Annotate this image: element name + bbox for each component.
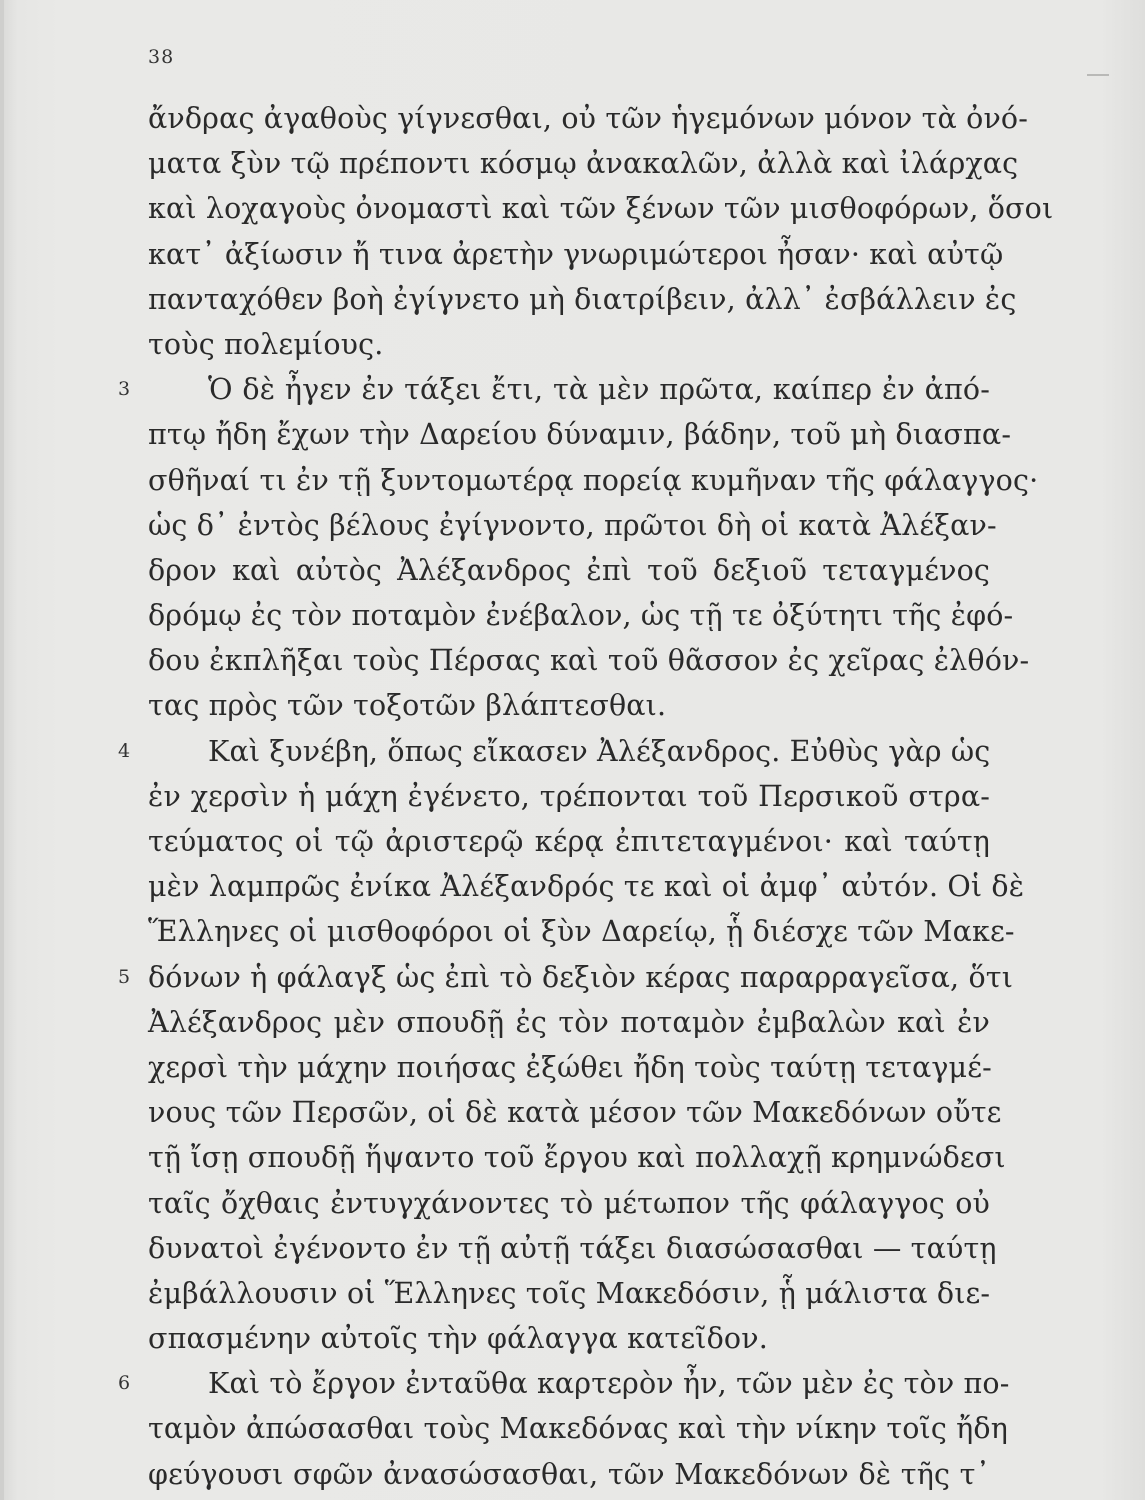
page-number: 38 [148, 46, 175, 68]
text-line: τῇ ἴσῃ σπουδῇ ἥψαντο τοῦ ἔργου καὶ πολλαχῇ κρημνώδεσι [148, 1141, 1006, 1175]
text-line: ὡς δ᾿ ἐντὸς βέλους ἐγίγνοντο, πρῶτοι δὴ οἱ κατὰ Ἀλέξαν- [148, 508, 997, 542]
text-line: τοὺς πολεμίους. [148, 327, 384, 361]
paragraph-start-4 [118, 729, 991, 774]
text-line: δου ἐκπλῆξαι τοὺς Πέρσας καὶ τοῦ θᾶσσον ἐς χεῖρας ἐλθόν- [148, 644, 1030, 678]
text-line: ταῖς ὄχθαις ἐντυγχάνοντες τὸ μέτωπον τῆς φάλαγγος οὐ [148, 1186, 990, 1220]
text-line: σθῆναί τι ἐν τῇ ξυντομωτέρᾳ πορείᾳ κυμῆναν τῆς φάλαγγος· [148, 463, 1039, 497]
text-line: σπασμένην αὐτοῖς τὴν φάλαγγα κατεῖδον. [148, 1322, 768, 1356]
text-line: χερσὶ τὴν μάχην ποιήσας ἐξώθει ἤδη τοὺς ταύτῃ τεταγμέ- [148, 1050, 992, 1084]
text-line: τας πρὸς τῶν τοξοτῶν βλάπτεσθαι. [148, 689, 667, 723]
text-line: ἐμβάλλουσιν οἱ Ἕλληνες τοῖς Μακεδόσιν, ᾗ μάλιστα διε- [148, 1276, 991, 1310]
text-line: νους τῶν Περσῶν, οἱ δὲ κατὰ μέσον τῶν Μακεδόνων οὔτε [148, 1096, 1002, 1130]
text-line-with-section-5 [118, 955, 1014, 1000]
text-line: μὲν λαμπρῶς ἐνίκα Ἀλέξανδρός τε καὶ οἱ ἀμφ᾿ αὐτόν. Οἱ δὲ [148, 870, 1025, 904]
text-line: Ἀλέξανδρος μὲν σπουδῇ ἐς τὸν ποταμὸν ἐμβαλὼν καὶ ἐν [148, 1005, 990, 1039]
text-line-content: Καὶ τὸ ἔργον ἐνταῦθα καρτερὸν ἦν, τῶν μὲν ἐς τὸν πο- [208, 1367, 1010, 1401]
text-line: πανταχόθεν βοὴ ἐγίγνετο μὴ διατρίβειν, ἀλλ᾿ ἐσβάλλειν ἐς [148, 282, 1017, 316]
text-line: ταμὸν ἀπώσασθαι τοὺς Μακεδόνας καὶ τὴν νίκην τοῖς ἤδη [148, 1412, 1008, 1446]
page-edge-shadow [0, 0, 4, 1500]
text-line: ἄνδρας ἀγαθοὺς γίγνεσθαι, οὐ τῶν ἡγεμόνων μόνον τὰ ὀνό- [148, 102, 1029, 135]
text-line: πτῳ ἤδη ἔχων τὴν Δαρείου δύναμιν, βάδην, τοῦ μὴ διασπα- [148, 418, 1012, 452]
text-line: φεύγουσι σφῶν ἀνασώσασθαι, τῶν Μακεδόνων δὲ τῆς τ᾿ [148, 1457, 990, 1491]
text-line: ματα ξὺν τῷ πρέποντι κόσμῳ ἀνακαλῶν, ἀλλὰ καὶ ἰλάρχας [148, 147, 1019, 181]
text-line-content: δόνων ἡ φάλαγξ ὡς ἐπὶ τὸ δεξιὸν κέρας παραρραγεῖσα, ὅτι [148, 960, 1014, 994]
text-line: κατ᾿ ἀξίωσιν ἤ τινα ἀρετὴν γνωριμώτεροι ἦσαν· καὶ αὐτῷ [148, 237, 1004, 271]
section-number-5: 5 [118, 965, 131, 988]
text-line: δυνατοὶ ἐγένοντο ἐν τῇ αὐτῇ τάξει διασώσασθαι — ταύτῃ [148, 1231, 997, 1265]
text-line: τεύματος οἱ τῷ ἀριστερῷ κέρᾳ ἐπιτεταγμένοι· καὶ ταύτῃ [148, 825, 990, 858]
section-number-3: 3 [118, 378, 131, 401]
text-line-content: Ὁ δὲ ἦγεν ἐν τάξει ἔτι, τὰ μὲν πρῶτα, καίπερ ἐν ἀπό- [208, 373, 990, 407]
text-line: δρόμῳ ἐς τὸν ποταμὸν ἐνέβαλον, ὡς τῇ τε ὀξύτητι τῆς ἐφό- [148, 599, 1014, 633]
text-line: δρον καὶ αὐτὸς Ἀλέξανδρος ἐπὶ τοῦ δεξιοῦ τεταγμένος [148, 553, 990, 587]
text-line-content: Καὶ ξυνέβη, ὅπως εἴκασεν Ἀλέξανδρος. Εὐθὺς γὰρ ὡς [208, 734, 991, 768]
paragraph-start-3 [118, 367, 990, 412]
text-line: καὶ λοχαγοὺς ὀνομαστὶ καὶ τῶν ξένων τῶν μισθοφόρων, ὅσοι [148, 192, 1054, 226]
paragraph-start-6 [118, 1361, 1010, 1406]
body-text [118, 96, 1054, 1497]
text-line: ἐν χερσὶν ἡ μάχη ἐγένετο, τρέπονται τοῦ Περσικοῦ στρα- [148, 779, 990, 813]
section-number-4: 4 [118, 739, 131, 762]
margin-mark [1087, 74, 1109, 76]
text-line: Ἕλληνες οἱ μισθοφόροι οἱ ξὺν Δαρείῳ, ᾗ διέσχε τῶν Μακε- [148, 915, 1015, 949]
section-number-6: 6 [118, 1372, 131, 1395]
